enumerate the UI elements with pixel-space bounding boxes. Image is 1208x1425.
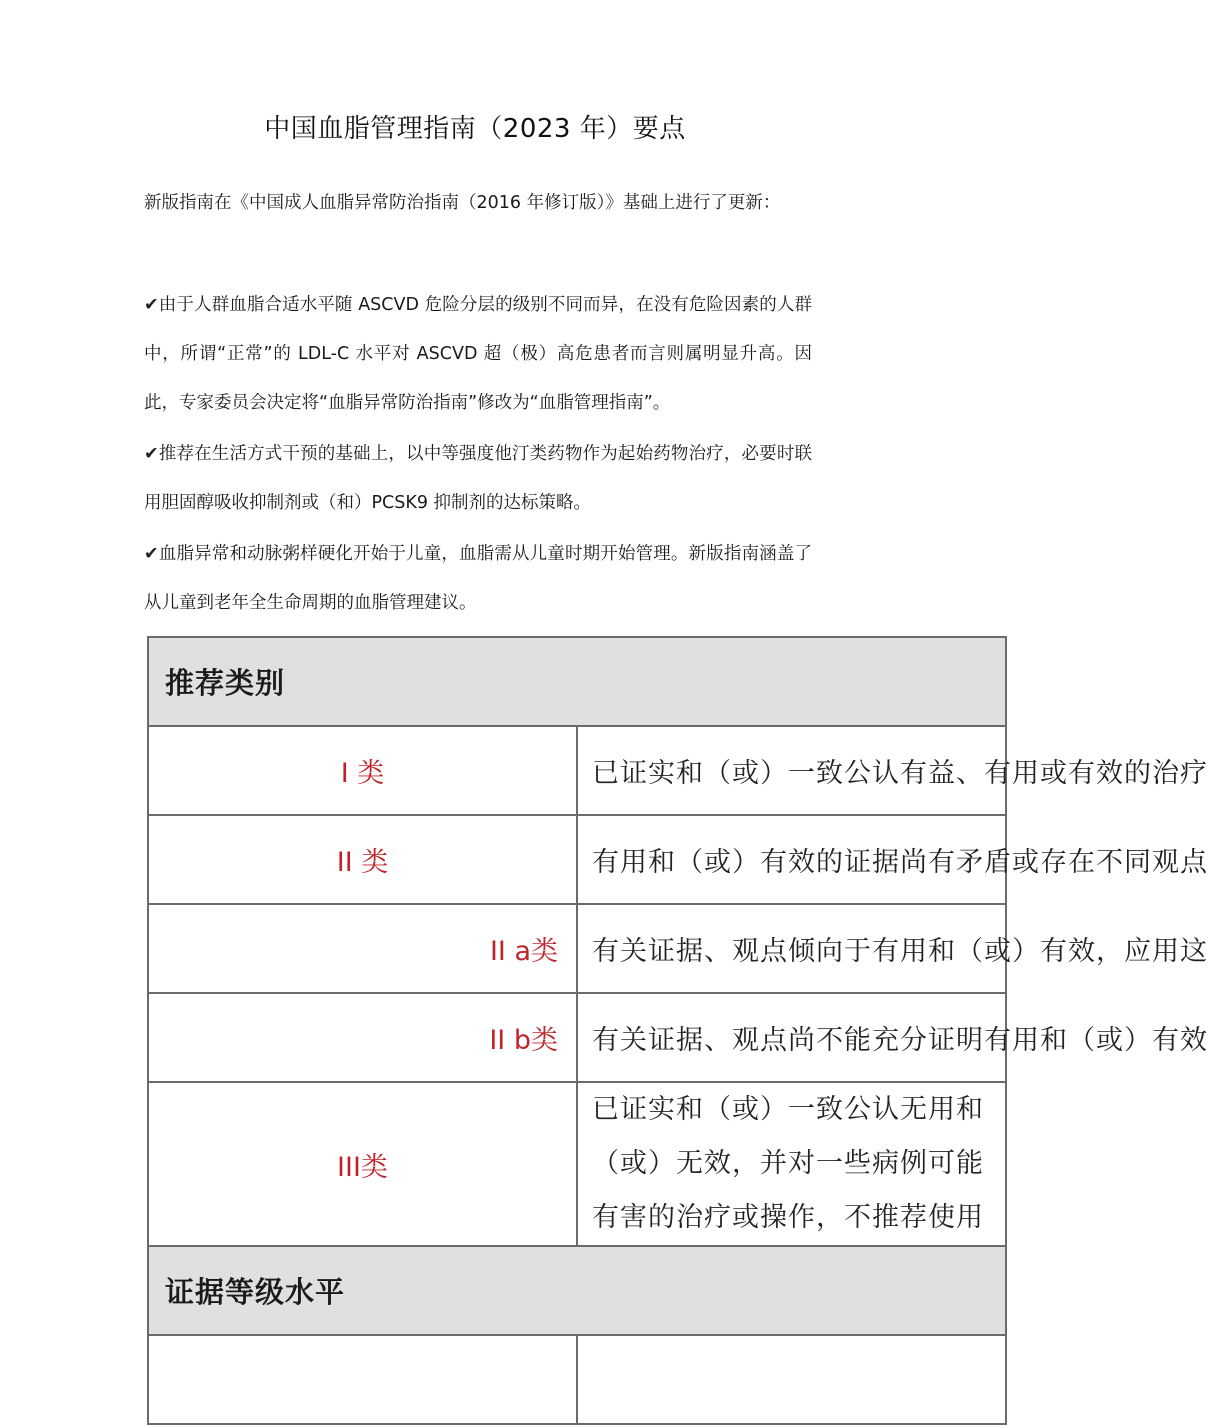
table-row <box>148 993 1006 1082</box>
table-row <box>148 815 1006 904</box>
class-label: II a类 <box>148 904 577 993</box>
intro-text: 新版指南在《中国成人血脂异常防治指南（2016 年修订版）》基础上进行了更新： <box>144 193 781 213</box>
class-description: 有关证据、观点倾向于有用和（或）有效，应用这 <box>577 904 1006 993</box>
class-label: I 类 <box>148 726 577 815</box>
table-section-header <box>148 1246 1006 1335</box>
check-mark-icon: ✔ <box>144 295 159 315</box>
class-label: II 类 <box>148 815 577 904</box>
class-description: 有用和（或）有效的证据尚有矛盾或存在不同观点 <box>577 815 1006 904</box>
section-recommendation-class: 推荐类别 <box>148 637 1006 726</box>
recommendation-table-image <box>147 636 1208 1344</box>
key-point-1 <box>144 281 812 428</box>
table-row <box>148 904 1006 993</box>
page-title: 中国血脂管理指南（2023 年）要点 <box>264 114 686 144</box>
key-point-text: 由于人群血脂合适水平随 ASCVD 危险分层的级别不同而异，在没有危险因素的人群中，所谓“正常”的 LDL-C 水平对 ASCVD 超（极）高危患者而言则属明显升高。因此，专家委员会决定将“血脂异常防治指南”修改为“血脂管理指南”。 <box>144 295 812 413</box>
table-row <box>148 726 1006 815</box>
table-row <box>148 1335 1006 1424</box>
key-point-2 <box>144 430 812 528</box>
class-description: 已证实和（或）一致公认无用和（或）无效，并对一些病例可能有害的治疗或操作，不推荐使用 <box>577 1082 1006 1246</box>
check-mark-icon: ✔ <box>144 444 159 464</box>
section-evidence-level: 证据等级水平 <box>148 1246 1006 1335</box>
key-point-text: 推荐在生活方式干预的基础上，以中等强度他汀类药物作为起始药物治疗，必要时联用胆固醇吸收抑制剂或（和）PCSK9 抑制剂的达标策略。 <box>144 444 812 513</box>
check-mark-icon: ✔ <box>144 544 159 564</box>
recommendation-table <box>147 636 1208 1425</box>
class-label <box>148 1335 577 1424</box>
table-section-header <box>148 637 1006 726</box>
key-point-3 <box>144 530 812 628</box>
class-description <box>577 1335 1006 1424</box>
key-point-text: 血脂异常和动脉粥样硬化开始于儿童，血脂需从儿童时期开始管理。新版指南涵盖了从儿童到老年全生命周期的血脂管理建议。 <box>144 544 812 613</box>
class-description: 已证实和（或）一致公认有益、有用或有效的治疗 <box>577 726 1006 815</box>
class-label: II b类 <box>148 993 577 1082</box>
table-row <box>148 1082 1006 1246</box>
class-description: 有关证据、观点尚不能充分证明有用和（或）有效 <box>577 993 1006 1082</box>
class-label: III类 <box>148 1082 577 1246</box>
